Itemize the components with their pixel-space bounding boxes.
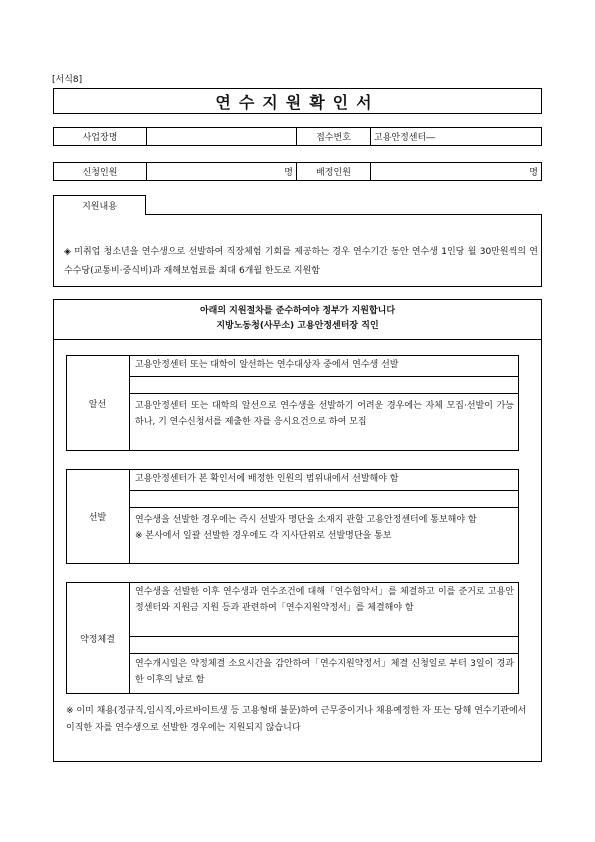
document-title: 연수지원확인서 [53,88,542,114]
group-agreement-label: 약정체결 [66,582,130,694]
allocated-count-label: 배정인원 [297,163,371,180]
procedure-heading [53,299,542,340]
support-content-text: ◈ 미취업 청소년을 연수생으로 선발하여 직장체험 기회를 제공하는 경우 연수기간 동안 연수생 1인당 월 30만원씩의 연수수당(교통비·중식비)과 재해보험료를 최대 6개월 한도로 지원함 [64,247,538,276]
procedure-heading-line2: 지방노동청(사무소) 고용안정센터장 직인 [216,321,379,331]
group-selection-item-3-text: 연수생을 선발한 경우에는 즉시 선발자 명단을 소재지 관할 고용안정센터에 통보해야 함 [135,515,477,525]
group-selection-item-3-note: ※ 본사에서 일괄 선발한 경우에도 각 지사단위로 선발명단을 통보 [135,531,392,541]
applicant-count-label: 신청인원 [54,163,147,180]
group-selection-label: 선발 [66,469,130,564]
group-agreement-item-1: 연수생을 선발한 이후 연수생과 연수조건에 대해「연수협약서」를 체결하고 이를 준거로 고용안정센터와 지원금 지원 등과 관련하여「연수지원약정서」를 체결해야 함 [130,582,519,637]
group-referral-label: 알선 [66,355,130,451]
business-name-field[interactable] [147,128,297,145]
group-referral-item-1: 고용안정센터 또는 대학이 알선하는 연수대상자 중에서 연수생 선발 [130,355,519,377]
business-name-label: 사업장명 [54,128,147,145]
group-agreement-item-3: 연수개시일은 약정체결 소요시간을 감안하여「연수지원약정서」체결 신청일로 부터 3일이 경과한 이후의 날로 함 [135,659,514,685]
group-selection-item-2 [130,491,519,508]
form-number-label: [서식8] [52,75,83,85]
applicant-count-field[interactable] [147,163,297,180]
group-agreement-item-2 [130,637,519,654]
group-referral-item-3: 고용안정센터 또는 대학의 알선으로 연수생을 선발하기 어려운 경우에는 자체 모집·선발이 가능하나, 기 연수신청서를 제출한 자를 응시요건으로 하여 모집 [135,401,514,427]
allocated-count-unit: 명 [529,168,538,178]
business-info-row [53,127,542,146]
receipt-number-label: 접수번호 [297,128,371,145]
allocated-count-field[interactable] [371,163,541,180]
receipt-number-field[interactable]: 고용안정센터― [374,133,436,143]
procedure-heading-line1: 아래의 지원절차를 준수하여야 정부가 지원합니다 [199,306,396,316]
headcount-row [53,162,542,181]
group-referral-item-2 [130,377,519,394]
applicant-count-unit: 명 [284,168,293,178]
group-selection-item-1: 고용안정센터가 본 확인서에 배정한 인원의 범위내에서 선발해야 함 [130,469,519,491]
exclusion-note: ※ 이미 채용(정규직,임시직,아르바이트생 등 고용형태 불문)하여 근무중이거나 채용예정한 자 또는 당해 연수기관에서 이직한 자를 연수생으로 선발한 경우에는 지원되지 않습니다 [66,706,527,733]
group-selection-item-3 [130,508,519,564]
support-content-tab: 지원내용 [53,195,146,215]
